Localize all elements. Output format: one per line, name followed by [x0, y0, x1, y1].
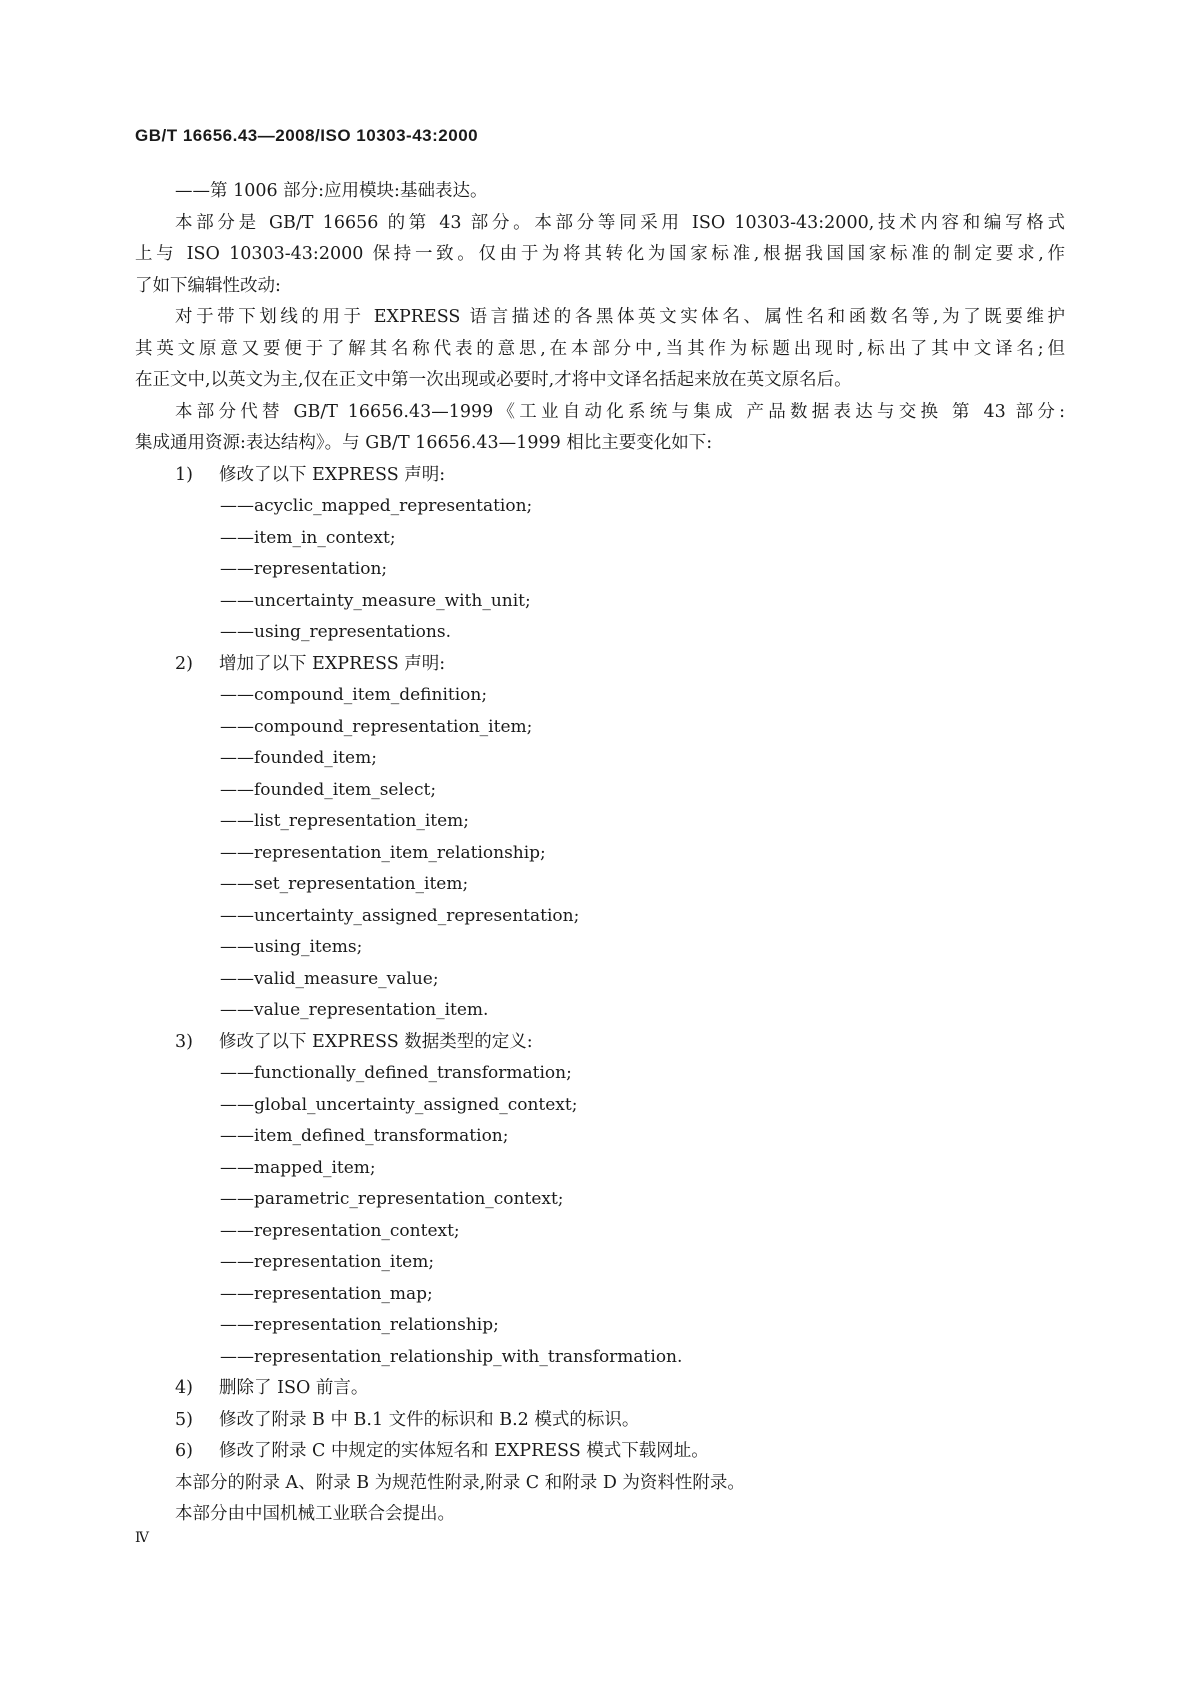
change-4-number: 4) — [175, 1378, 193, 1398]
change-1-item: ——using_representations. — [220, 622, 451, 642]
change-3-item: ——global_uncertainty_assigned_context; — [220, 1094, 578, 1115]
page-number: Ⅳ — [135, 1530, 149, 1546]
page-header-standard-code: GB/T 16656.43—2008/ISO 10303-43:2000 — [135, 126, 479, 145]
paragraph1-line1: 本部分是 GB/T 16656 的第 43 部分。本部分等同采用 ISO 10303-43:2000,技术内容和编写格式 — [175, 212, 1065, 233]
change-1 — [135, 460, 1065, 492]
change-3-item: ——representation_item; — [220, 1252, 435, 1272]
change-1-text: 修改了以下 EXPRESS 声明: — [219, 464, 446, 485]
change-1-item: ——acyclic_mapped_representation; — [220, 496, 533, 516]
change-3 — [135, 1027, 1065, 1059]
change-3-item: ——representation_relationship; — [220, 1315, 499, 1335]
document-body — [135, 176, 1065, 1531]
change-2-item: ——value_representation_item. — [220, 1000, 489, 1020]
paragraph1-line2: 上与 ISO 10303-43:2000 保持一致。仅由于为将其转化为国家标准,根据我国国家标准的制定要求,作 — [135, 244, 1065, 264]
closing-proposer-note: 本部分由中国机械工业联合会提出。 — [175, 1504, 455, 1524]
change-6-text: 修改了附录 C 中规定的实体短名和 EXPRESS 模式下载网址。 — [219, 1441, 709, 1461]
change-3-item: ——representation_relationship_with_transformation. — [220, 1346, 683, 1367]
paragraph3-line1: 本部分代替 GB/T 16656.43—1999《工业自动化系统与集成 产品数据表达与交换 第 43 部分: — [175, 401, 1065, 422]
change-2-number: 2) — [175, 653, 193, 674]
paragraph2-line3: 在正文中,以英文为主,仅在正文中第一次出现或必要时,才将中文译名括起来放在英文原名后。 — [135, 370, 852, 390]
closing-appendix-note: 本部分的附录 A、附录 B 为规范性附录,附录 C 和附录 D 为资料性附录。 — [175, 1472, 745, 1493]
change-3-item: ——item_defined_transformation; — [220, 1126, 509, 1146]
change-5-text: 修改了附录 B 中 B.1 文件的标识和 B.2 模式的标识。 — [219, 1409, 640, 1430]
change-2-item: ——representation_item_relationship; — [220, 842, 546, 863]
change-2 — [135, 649, 1065, 681]
change-3-number: 3) — [175, 1031, 193, 1052]
paragraph2-line1: 对于带下划线的用于 EXPRESS 语言描述的各黑体英文实体名、属性名和函数名等,为了既要维护 — [175, 307, 1065, 327]
change-2-item: ——using_items; — [220, 937, 363, 957]
change-1-number: 1) — [175, 464, 193, 485]
paragraph3-line2: 集成通用资源:表达结构》。与 GB/T 16656.43—1999 相比主要变化如下: — [135, 433, 713, 453]
paragraph1-line3: 了如下编辑性改动: — [135, 275, 281, 296]
change-3-item: ——functionally_defined_transformation; — [220, 1063, 572, 1083]
change-2-item: ——compound_representation_item; — [220, 716, 533, 737]
change-2-item: ——uncertainty_assigned_representation; — [220, 905, 580, 926]
change-2-item: ——compound_item_definition; — [220, 685, 488, 705]
change-1-item: ——representation; — [220, 559, 388, 579]
change-2-text: 增加了以下 EXPRESS 声明: — [219, 653, 446, 674]
change-3-item: ——mapped_item; — [220, 1157, 376, 1178]
change-2-item: ——valid_measure_value; — [220, 968, 439, 989]
change-6 — [135, 1436, 1065, 1468]
change-2-item: ——set_representation_item; — [220, 874, 469, 894]
change-5-number: 5) — [175, 1409, 193, 1430]
change-1-item: ——uncertainty_measure_with_unit; — [220, 590, 531, 611]
change-2-item: ——founded_item_select; — [220, 779, 437, 800]
change-4 — [135, 1373, 1065, 1405]
change-2-item: ——founded_item; — [220, 748, 377, 768]
change-3-item: ——representation_context; — [220, 1220, 460, 1241]
change-3-item: ——parametric_representation_context; — [220, 1189, 564, 1209]
change-3-text: 修改了以下 EXPRESS 数据类型的定义: — [219, 1031, 533, 1052]
change-3-item: ——representation_map; — [220, 1283, 433, 1304]
paragraph2-line2: 其英文原意又要便于了解其名称代表的意思,在本部分中,当其作为标题出现时,标出了其中文译名;但 — [135, 338, 1065, 359]
change-6-number: 6) — [175, 1441, 193, 1461]
change-4-text: 删除了 ISO 前言。 — [219, 1378, 369, 1398]
change-5 — [135, 1405, 1065, 1437]
change-1-item: ——item_in_context; — [220, 527, 396, 548]
change-2-item: ——list_representation_item; — [220, 811, 470, 831]
intro-line: ——第 1006 部分:应用模块:基础表达。 — [175, 181, 488, 201]
